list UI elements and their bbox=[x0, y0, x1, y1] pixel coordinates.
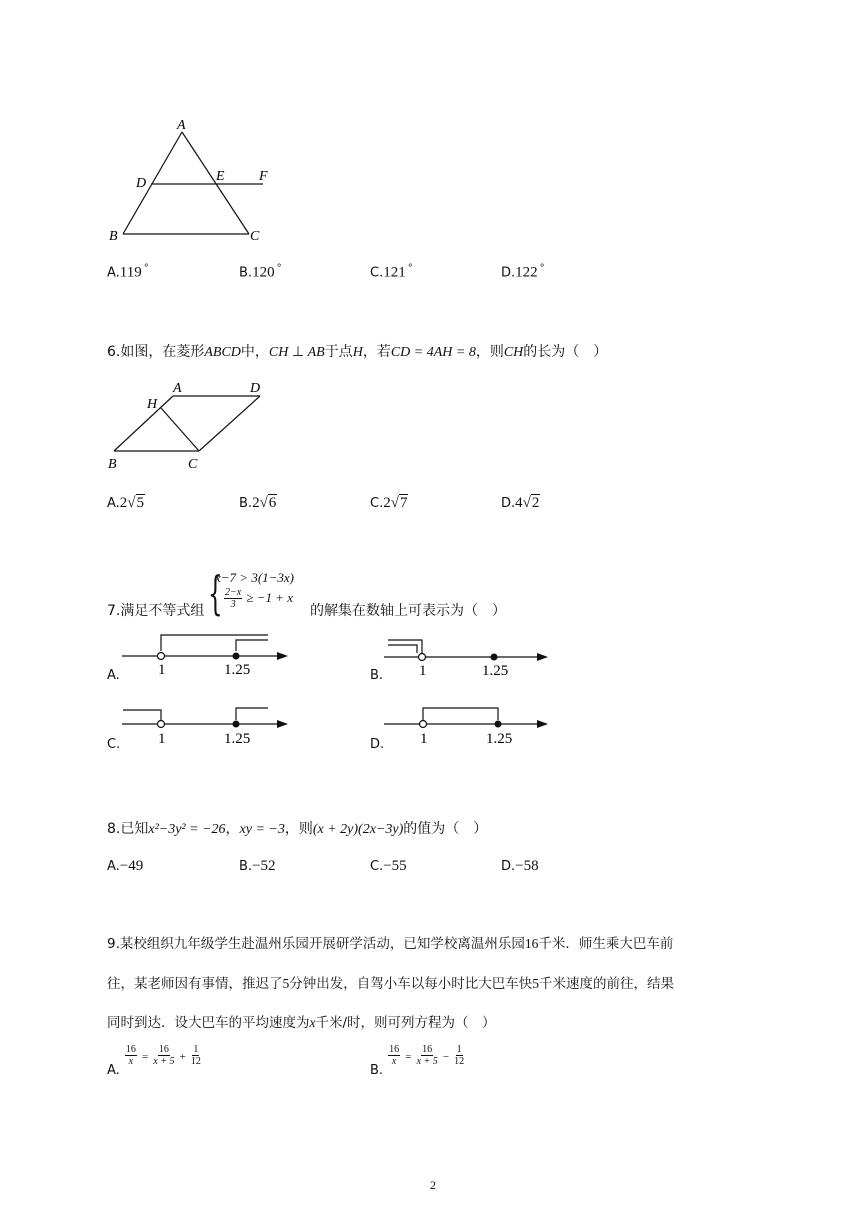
option-coef: 2 bbox=[383, 495, 391, 511]
option-letter: A. bbox=[107, 265, 120, 281]
option-letter: C. bbox=[370, 859, 384, 874]
option-letter: D. bbox=[501, 859, 516, 874]
fraction-numerator: 16 bbox=[158, 1044, 169, 1055]
option-value: −58 bbox=[515, 858, 539, 874]
q5-option-b[interactable] bbox=[239, 263, 282, 281]
q6-var: H bbox=[352, 345, 363, 360]
tick-label-1: 1 bbox=[419, 663, 427, 679]
fraction-denominator: x + 5 bbox=[153, 1056, 175, 1067]
q7-number-line-a[interactable] bbox=[118, 630, 293, 680]
sqrt-symbol: √6 bbox=[259, 495, 277, 511]
inequality-1: x−7 > 3(1−3x) bbox=[215, 570, 295, 585]
label-d: D bbox=[136, 176, 147, 191]
q7-number-line-c[interactable] bbox=[118, 700, 293, 750]
fraction bbox=[191, 1044, 201, 1067]
option-value: 120 bbox=[252, 264, 275, 281]
option-value: 121 bbox=[383, 264, 406, 281]
page-number: 2 bbox=[430, 1178, 436, 1192]
q6-option-d[interactable] bbox=[501, 495, 540, 512]
fraction-numerator: 1 bbox=[456, 1044, 462, 1055]
fraction-numerator: 1 bbox=[193, 1044, 199, 1055]
label-b: B bbox=[108, 457, 117, 472]
q6-text: ，则 bbox=[475, 344, 504, 360]
tick-label-1: 1 bbox=[420, 731, 428, 747]
q6-stem bbox=[107, 341, 607, 361]
perp-symbol: ⊥ bbox=[288, 345, 308, 360]
q8-option-d[interactable] bbox=[501, 858, 539, 875]
inequality-2 bbox=[224, 587, 293, 610]
option-coef: 2 bbox=[119, 495, 128, 511]
fraction-numerator: 16 bbox=[422, 1044, 433, 1055]
option-letter: B. bbox=[239, 265, 253, 281]
q8-text: ， bbox=[225, 821, 240, 837]
fraction-numerator: 2−x bbox=[225, 587, 242, 598]
q6-text: ，若 bbox=[362, 344, 391, 360]
inequality-system-brace: { bbox=[208, 566, 223, 620]
q5-option-c[interactable] bbox=[370, 263, 413, 281]
option-letter: B. bbox=[239, 496, 253, 511]
q7-option-a-letter[interactable]: A. bbox=[107, 668, 120, 683]
q6-var: AB bbox=[307, 345, 325, 360]
fraction bbox=[224, 587, 242, 610]
fraction-denominator: x bbox=[128, 1056, 134, 1067]
option-letter: A. bbox=[107, 496, 120, 511]
q8-text: 8.已知 bbox=[107, 821, 149, 837]
q9-option-a[interactable] bbox=[107, 1044, 201, 1078]
q6-text: 中， bbox=[240, 344, 269, 360]
tick-label-1: 1 bbox=[158, 662, 166, 678]
tick-label-1: 1 bbox=[158, 731, 166, 747]
equals-sign: = bbox=[405, 1051, 412, 1063]
q6-option-a[interactable] bbox=[107, 495, 145, 512]
q9-line-1 bbox=[107, 932, 673, 952]
option-coef: 2 bbox=[252, 495, 260, 511]
q6-var: CH bbox=[503, 345, 524, 360]
option-value: −52 bbox=[252, 858, 276, 874]
rhombus-figure bbox=[100, 378, 280, 473]
radicand: 7 bbox=[399, 495, 408, 511]
option-letter: C. bbox=[370, 496, 384, 511]
option-letter: C. bbox=[370, 265, 384, 281]
q9-text: 千米/时，则可列方程为（ ） bbox=[315, 1015, 496, 1031]
radicand: 2 bbox=[531, 495, 540, 511]
fraction bbox=[417, 1044, 438, 1067]
q7-option-b-letter[interactable]: B. bbox=[370, 668, 384, 683]
q9-text: 同时到达．设大巴车的平均速度为 bbox=[107, 1015, 310, 1031]
tick-label-125: 1.25 bbox=[224, 731, 251, 747]
q9-number: 5 bbox=[282, 976, 290, 991]
fraction-denominator: x bbox=[391, 1056, 397, 1067]
q9-number: 16 bbox=[524, 936, 539, 951]
option-letter: B. bbox=[239, 859, 253, 874]
fraction-denominator: 12 bbox=[454, 1056, 465, 1067]
equals-sign: = bbox=[141, 1051, 149, 1063]
q9-text: 分钟出发，自驾小车以每小时比大巴车快 bbox=[289, 976, 533, 992]
fraction bbox=[454, 1044, 464, 1067]
q9-text: 往，某老师因有事情，推迟了 bbox=[107, 976, 283, 992]
q6-text: 于点 bbox=[324, 344, 353, 360]
label-f: F bbox=[259, 169, 268, 184]
label-b: B bbox=[109, 229, 118, 244]
q6-text: 的长为（ ） bbox=[523, 344, 608, 360]
radicand: 5 bbox=[136, 495, 145, 511]
option-letter: B. bbox=[370, 1063, 384, 1078]
q6-text: 6.如图，在菱形 bbox=[107, 344, 205, 360]
q6-option-b[interactable] bbox=[239, 495, 277, 512]
q8-stem bbox=[107, 818, 487, 838]
operator: − bbox=[442, 1051, 450, 1063]
q7-option-c-letter[interactable]: C. bbox=[107, 737, 121, 752]
label-d: D bbox=[250, 381, 261, 396]
q5-option-d[interactable] bbox=[501, 263, 545, 281]
q8-expression: (x + 2y)(2x−3y) bbox=[312, 822, 404, 837]
q9-number: 5 bbox=[532, 976, 539, 991]
q9-line-2 bbox=[107, 972, 674, 992]
option-letter: A. bbox=[107, 1063, 120, 1078]
option-letter: A. bbox=[107, 859, 120, 874]
q6-equation: CD = 4AH = 8 bbox=[390, 345, 476, 360]
label-e: E bbox=[216, 169, 225, 184]
q6-var: CH bbox=[268, 345, 289, 360]
q8-expression: xy = −3 bbox=[239, 822, 285, 837]
label-h: H bbox=[147, 397, 158, 412]
triangle-figure bbox=[100, 112, 290, 247]
q8-option-b[interactable] bbox=[239, 858, 276, 875]
fraction-denominator: 3 bbox=[230, 599, 236, 610]
option-value: −55 bbox=[383, 858, 407, 874]
option-letter: D. bbox=[501, 265, 516, 281]
radicand: 6 bbox=[268, 495, 277, 511]
q7-prefix: 7.满足不等式组 bbox=[107, 603, 205, 619]
q9-text: 9.某校组织九年级学生赴温州乐园开展研学活动，已知学校离温州乐园 bbox=[107, 936, 525, 952]
option-value: −49 bbox=[119, 858, 144, 874]
option-value: 119 bbox=[119, 264, 142, 281]
operator: + bbox=[179, 1051, 186, 1063]
fraction-numerator: 16 bbox=[389, 1044, 400, 1055]
q5-option-a[interactable] bbox=[107, 263, 149, 281]
q8-option-a[interactable] bbox=[107, 858, 143, 875]
label-a: A bbox=[177, 118, 186, 133]
q6-var: ABCD bbox=[204, 345, 241, 360]
inequality-2-rest: ≥ −1 + x bbox=[246, 590, 294, 605]
tick-label-125: 1.25 bbox=[224, 662, 251, 678]
q6-option-c[interactable] bbox=[370, 495, 408, 512]
q8-text: 的值为（ ） bbox=[403, 821, 488, 837]
degree-symbol: ° bbox=[276, 263, 282, 274]
fraction bbox=[388, 1044, 400, 1067]
q8-text: ，则 bbox=[284, 821, 313, 837]
q8-option-c[interactable] bbox=[370, 858, 407, 875]
tick-label-125: 1.25 bbox=[486, 731, 513, 747]
fraction bbox=[125, 1044, 137, 1067]
q9-text: 千米速度的前往，结果 bbox=[539, 976, 674, 992]
label-a: A bbox=[173, 381, 182, 396]
q8-expression: x²−3y² = −26 bbox=[148, 822, 226, 837]
sqrt-symbol: √7 bbox=[390, 495, 408, 511]
fraction-denominator: x + 5 bbox=[416, 1056, 438, 1067]
tick-label-125: 1.25 bbox=[482, 663, 509, 679]
q7-option-d-letter[interactable]: D. bbox=[370, 737, 385, 752]
option-value: 122 bbox=[515, 264, 538, 281]
degree-symbol: ° bbox=[539, 263, 545, 274]
option-coef: 4 bbox=[515, 495, 523, 511]
sqrt-symbol: √5 bbox=[127, 495, 145, 511]
q9-line-3 bbox=[107, 1011, 496, 1031]
degree-symbol: ° bbox=[143, 263, 149, 274]
label-c: C bbox=[188, 457, 198, 472]
fraction bbox=[153, 1044, 174, 1067]
q7-number-line-d[interactable] bbox=[380, 700, 555, 750]
q9-text: 千米．师生乘大巴车前 bbox=[538, 936, 674, 952]
fraction-numerator: 16 bbox=[125, 1044, 136, 1055]
q7-suffix: 的解集在数轴上可表示为（ ） bbox=[310, 603, 506, 619]
q9-var: x bbox=[309, 1015, 316, 1030]
sqrt-symbol: √2 bbox=[522, 495, 540, 511]
q9-option-b[interactable] bbox=[370, 1044, 464, 1078]
q7-number-line-b[interactable] bbox=[380, 630, 555, 680]
option-letter: D. bbox=[501, 496, 516, 511]
label-c: C bbox=[250, 229, 260, 244]
degree-symbol: ° bbox=[407, 263, 413, 274]
fraction-denominator: 12 bbox=[190, 1056, 201, 1067]
